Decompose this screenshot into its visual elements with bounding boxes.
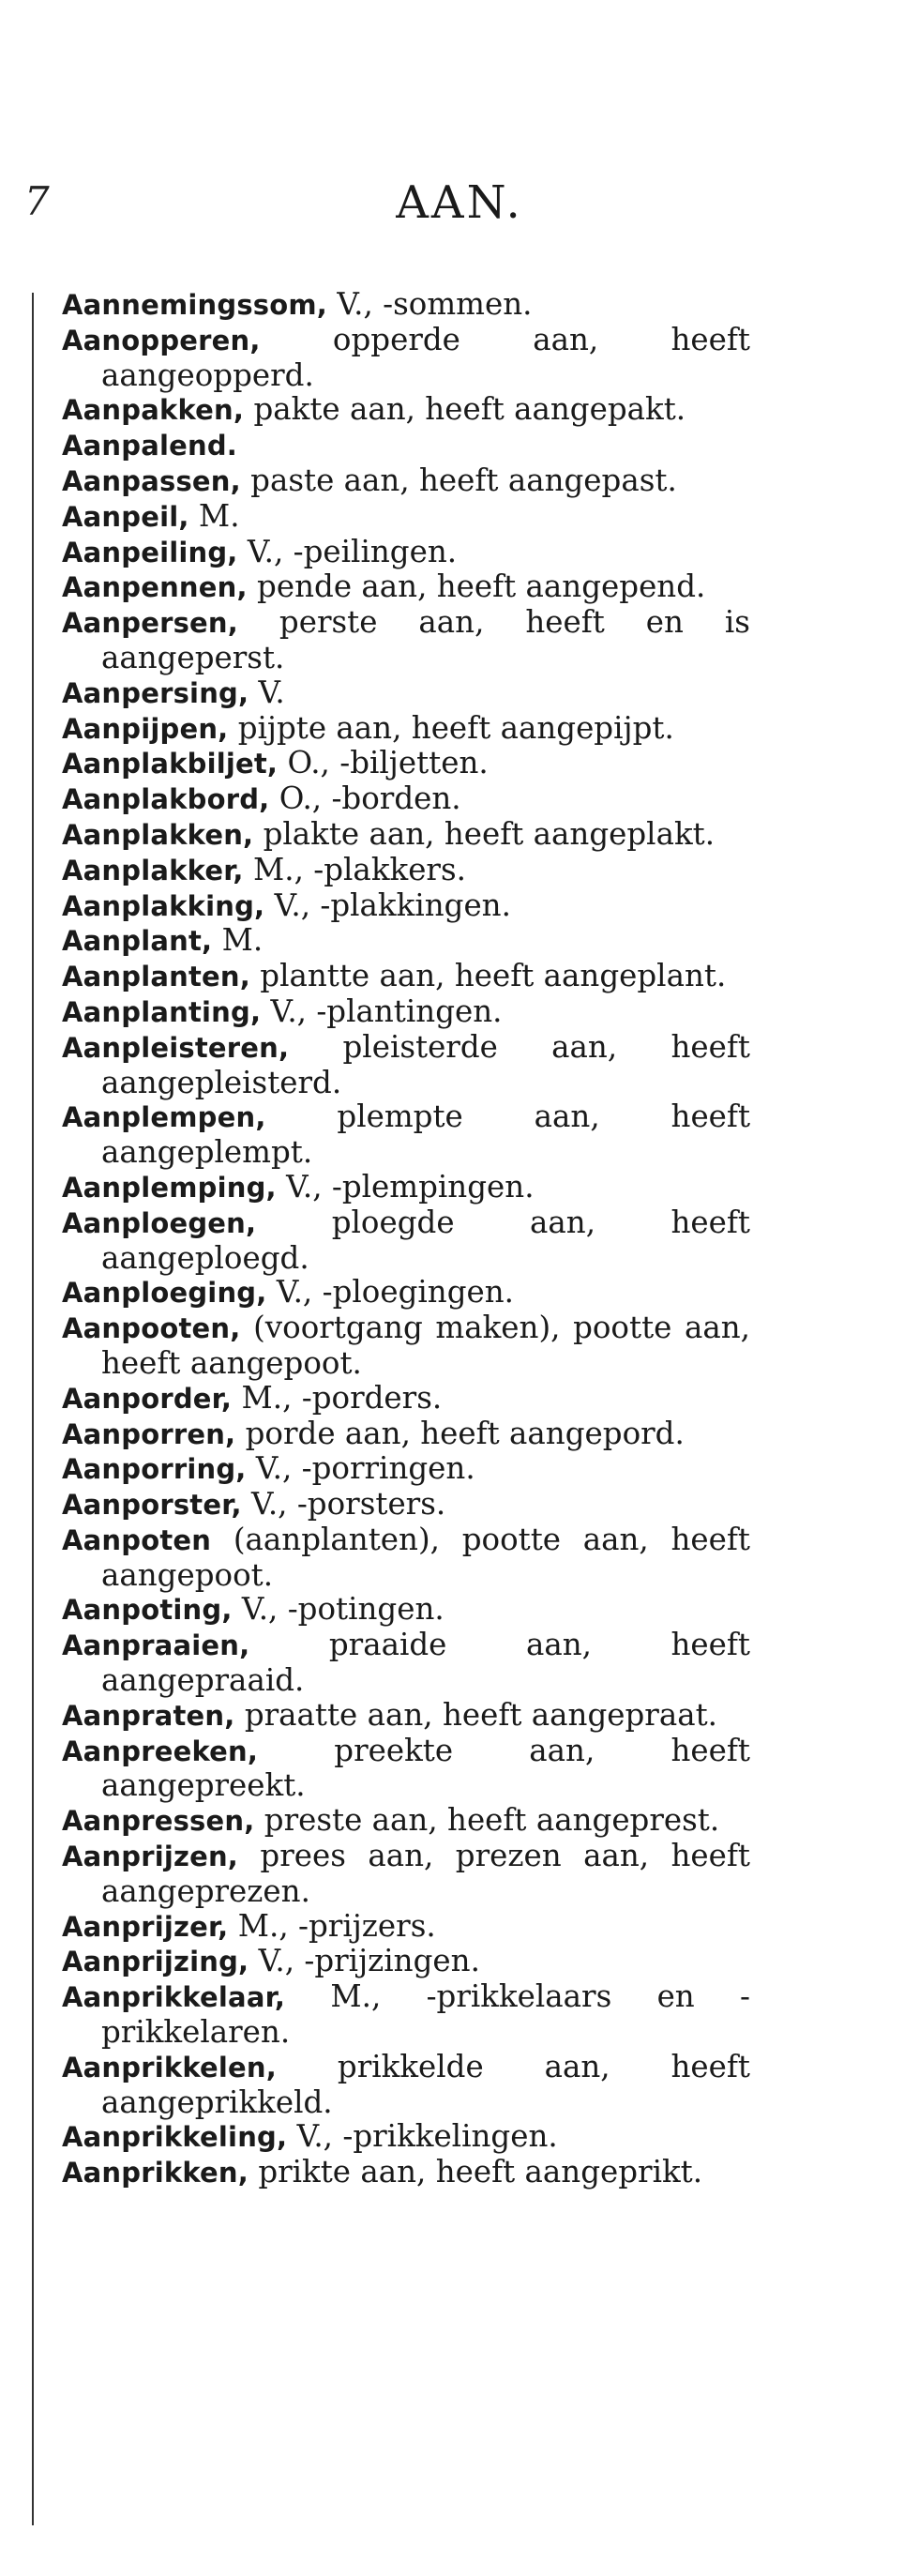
entry-definition: M., -porders. bbox=[232, 1379, 443, 1416]
entry-lemma: Aanploeging, bbox=[62, 1277, 267, 1310]
entry-definition: pijpte aan, heeft aangepijpt. bbox=[228, 709, 674, 746]
entry-lemma: Aanpalend. bbox=[62, 430, 238, 462]
dictionary-entry bbox=[62, 463, 750, 499]
dictionary-entry bbox=[62, 959, 750, 994]
entry-definition: praatte aan, heeft aangepraat. bbox=[234, 1696, 717, 1733]
dictionary-entry bbox=[62, 392, 750, 428]
entry-definition: (voortgang maken), pootte aan, heeft aangepoot. bbox=[101, 1310, 750, 1381]
entry-definition: V. bbox=[249, 674, 285, 710]
entry-definition: plakte aan, heeft aangeplakt. bbox=[253, 815, 716, 852]
entry-definition: M. bbox=[212, 922, 264, 959]
dictionary-entry bbox=[62, 711, 750, 747]
entry-lemma: Aanpoting, bbox=[62, 1594, 233, 1627]
entry-lemma: Aanporster, bbox=[62, 1489, 242, 1522]
entry-lemma: Aanpraaien, bbox=[62, 1629, 250, 1662]
dictionary-entry bbox=[62, 1909, 750, 1945]
entry-lemma: Aanpijpen, bbox=[62, 712, 229, 745]
entry-definition: ploegde aan, heeft aangeploegd. bbox=[101, 1204, 750, 1276]
entry-definition: V., -prikkelingen. bbox=[287, 2118, 558, 2155]
entry-definition: V., -porringen. bbox=[246, 1450, 475, 1487]
dictionary-entries bbox=[62, 287, 750, 2190]
entry-lemma: Aanplakbiljet, bbox=[62, 748, 279, 780]
entry-lemma: Aanploegen, bbox=[62, 1206, 257, 1239]
dictionary-entry bbox=[62, 1311, 750, 1381]
entry-definition: prikkelde aan, heeft aangeprikkeld. bbox=[101, 2048, 750, 2120]
page-number: 7 bbox=[24, 178, 50, 224]
entry-lemma: Aannemingssom, bbox=[62, 289, 328, 321]
entry-definition: preekte aan, heeft aangepreekt. bbox=[101, 1732, 750, 1804]
dictionary-entry bbox=[62, 1592, 750, 1628]
dictionary-entry bbox=[62, 287, 750, 323]
entry-lemma: Aanpennen, bbox=[62, 571, 248, 604]
entry-definition: V., -plakkingen. bbox=[264, 886, 511, 923]
entry-lemma: Aanporder, bbox=[62, 1382, 233, 1415]
entry-lemma: Aanpooten, bbox=[62, 1312, 241, 1345]
dictionary-entry bbox=[62, 1628, 750, 1698]
entry-lemma: Aanplakbord, bbox=[62, 783, 270, 816]
entry-definition: M., -plakkers. bbox=[243, 851, 466, 887]
entry-definition: plantte aan, heeft aangeplant. bbox=[249, 958, 727, 994]
entry-lemma: Aanopperen, bbox=[62, 324, 261, 356]
entry-definition: M. bbox=[188, 497, 240, 534]
entry-lemma: Aanporren, bbox=[62, 1417, 236, 1450]
dictionary-entry bbox=[62, 1698, 750, 1734]
entry-definition: pleisterde aan, heeft aangepleisterd. bbox=[101, 1028, 750, 1100]
entry-lemma: Aanprikkelen, bbox=[62, 2051, 277, 2084]
entry-definition: V., -ploegingen. bbox=[266, 1274, 515, 1311]
dictionary-entry bbox=[62, 1170, 750, 1205]
entry-definition: preste aan, heeft aangeprest. bbox=[254, 1802, 720, 1839]
entry-definition: plempte aan, heeft aangeplempt. bbox=[101, 1099, 750, 1171]
entry-definition: (aanplanten), pootte aan, heeft aangepoot. bbox=[101, 1521, 750, 1593]
entry-lemma: Aanplakker, bbox=[62, 854, 244, 886]
entry-definition: V., -plantingen. bbox=[261, 993, 503, 1029]
entry-definition: pakte aan, heeft aangepakt. bbox=[244, 391, 686, 428]
dictionary-entry bbox=[62, 2119, 750, 2155]
dictionary-entry bbox=[62, 1030, 750, 1100]
entry-definition: M., -prijzers. bbox=[228, 1907, 436, 1944]
entry-definition: V., -potingen. bbox=[232, 1591, 444, 1628]
entry-lemma: Aanplakken, bbox=[62, 818, 254, 851]
entry-lemma: Aanplemping, bbox=[62, 1171, 277, 1204]
entry-lemma: Aanpressen, bbox=[62, 1805, 255, 1838]
entry-lemma: Aanprikkeling, bbox=[62, 2121, 288, 2154]
entry-definition: O., -biljetten. bbox=[278, 745, 489, 781]
dictionary-entry bbox=[62, 569, 750, 605]
entry-lemma: Aanprijzing, bbox=[62, 1946, 249, 1978]
dictionary-entry bbox=[62, 605, 750, 675]
entry-lemma: Aanpleisteren, bbox=[62, 1031, 290, 1064]
dictionary-entry bbox=[62, 1734, 750, 1804]
dictionary-entry bbox=[62, 535, 750, 570]
entry-lemma: Aanpreeken, bbox=[62, 1735, 259, 1767]
entry-lemma: Aanpakken, bbox=[62, 394, 245, 427]
dictionary-entry bbox=[62, 1523, 750, 1593]
dictionary-entry bbox=[62, 499, 750, 535]
entry-lemma: Aanporring, bbox=[62, 1453, 247, 1486]
dictionary-entry bbox=[62, 1944, 750, 1979]
entry-lemma: Aanplakking, bbox=[62, 889, 265, 922]
entry-definition: perste aan, heeft en is aangeperst. bbox=[101, 604, 750, 675]
entry-definition: M., -prikkelaars en -prikkelaren. bbox=[101, 1978, 750, 2051]
entry-definition: praaide aan, heeft aangepraaid. bbox=[101, 1627, 750, 1699]
entry-lemma: Aanpeil, bbox=[62, 500, 189, 533]
dictionary-entry bbox=[62, 746, 750, 781]
entry-definition: porde aan, heeft aangepord. bbox=[235, 1415, 685, 1451]
dictionary-entry bbox=[62, 853, 750, 888]
dictionary-entry bbox=[62, 1803, 750, 1839]
entry-lemma: Aanpassen, bbox=[62, 464, 241, 497]
entry-lemma: Aanpraten, bbox=[62, 1699, 235, 1732]
dictionary-entry bbox=[62, 994, 750, 1030]
entry-lemma: Aanpersen, bbox=[62, 607, 238, 640]
entry-lemma: Aanplant, bbox=[62, 925, 213, 958]
entry-definition: V., -porsters. bbox=[241, 1486, 446, 1523]
column-rule bbox=[32, 293, 34, 2525]
entry-definition: V., -prijzingen. bbox=[249, 1943, 480, 1979]
dictionary-entry bbox=[62, 817, 750, 853]
entry-definition: V., -plempingen. bbox=[276, 1168, 535, 1205]
entry-lemma: Aanpoten bbox=[62, 1523, 212, 1556]
entry-lemma: Aanplempen, bbox=[62, 1101, 266, 1134]
page-header: AAN. bbox=[396, 176, 523, 229]
dictionary-entry bbox=[62, 1839, 750, 1909]
dictionary-entry bbox=[62, 2050, 750, 2120]
entry-lemma: Aanplanting, bbox=[62, 995, 262, 1028]
dictionary-entry bbox=[62, 888, 750, 924]
entry-lemma: Aanpersing, bbox=[62, 676, 249, 709]
entry-definition: prees aan, prezen aan, heeft aangeprezen. bbox=[101, 1838, 750, 1909]
dictionary-entry bbox=[62, 1979, 750, 2050]
dictionary-entry bbox=[62, 781, 750, 817]
entry-lemma: Aanprikkelaar, bbox=[62, 1981, 286, 2014]
dictionary-entry bbox=[62, 923, 750, 959]
dictionary-entry bbox=[62, 675, 750, 711]
entry-definition: opperde aan, heeft aangeopperd. bbox=[101, 321, 750, 393]
dictionary-entry bbox=[62, 1205, 750, 1276]
dictionary-entry bbox=[62, 1451, 750, 1487]
entry-definition: pende aan, heeft aangepend. bbox=[247, 568, 706, 605]
entry-lemma: Aanpeiling, bbox=[62, 536, 238, 568]
entry-definition: V., -peilingen. bbox=[237, 533, 458, 569]
dictionary-entry bbox=[62, 1381, 750, 1417]
entry-definition: O., -borden. bbox=[269, 780, 461, 817]
entry-lemma: Aanprijzen, bbox=[62, 1841, 239, 1873]
dictionary-entry bbox=[62, 1099, 750, 1170]
entry-lemma: Aanprikken, bbox=[62, 2157, 249, 2190]
entry-definition: V., -sommen. bbox=[327, 286, 533, 322]
entry-definition: paste aan, heeft aangepast. bbox=[240, 462, 677, 498]
dictionary-entry bbox=[62, 323, 750, 393]
entry-definition: prikte aan, heeft aangeprikt. bbox=[248, 2154, 703, 2190]
entry-lemma: Aanprijzer, bbox=[62, 1910, 229, 1943]
entry-lemma: Aanplanten, bbox=[62, 961, 250, 993]
dictionary-entry bbox=[62, 1275, 750, 1311]
dictionary-entry bbox=[62, 2155, 750, 2190]
dictionary-entry bbox=[62, 1487, 750, 1523]
dictionary-entry bbox=[62, 428, 750, 463]
dictionary-entry bbox=[62, 1417, 750, 1452]
